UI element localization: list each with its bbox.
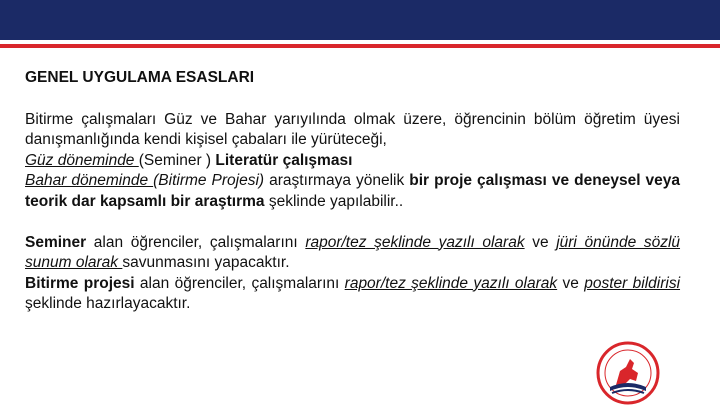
paragraph-general	[25, 110, 680, 213]
seminar-and: ve	[524, 233, 557, 251]
seminar-text: alan öğrenciler, çalışmalarını	[86, 233, 306, 251]
intro-text: Bitirme çalışmaları Güz ve Bahar yarıyılında olmak üzere, öğrencinin bölüm öğretim üyesi danışmanlığında kendi kişisel çabaları ile yürüteceği,	[25, 110, 680, 149]
project-report-format: rapor/tez şeklinde yazılı olarak	[344, 274, 558, 292]
paragraph-delivery	[25, 233, 680, 315]
project-end: şeklinde hazırlayacaktır.	[25, 295, 191, 313]
spring-term-end: şeklinde yapılabilir..	[264, 192, 404, 210]
fall-term-course: (Seminer )	[138, 151, 216, 169]
project-label: Bitirme projesi	[25, 274, 135, 292]
paragraph-gap	[25, 213, 680, 233]
fall-term-label: Güz döneminde	[25, 151, 139, 169]
seminar-end: savunmasını yapacaktır.	[122, 254, 290, 272]
seminar-oral-format: jüri önünde sözlü sunum olarak	[25, 233, 681, 272]
slide-content	[25, 68, 680, 315]
seminar-label: Seminer	[25, 233, 87, 251]
spring-term-course: (Bitirme Projesi)	[153, 172, 265, 190]
slide-title: GENEL UYGULAMA ESASLARI	[25, 69, 255, 86]
seminar-report-format: rapor/tez şeklinde yazılı olarak	[305, 233, 525, 251]
header-bar	[0, 0, 720, 40]
project-poster-format: poster bildirisi	[584, 274, 681, 292]
project-and: ve	[557, 274, 585, 292]
spring-term-task: bir proje çalışması ve deneysel veya teorik dar kapsamlı bir araştırma	[25, 172, 681, 210]
spring-term-label: Bahar döneminde	[25, 172, 154, 190]
header-accent-line	[0, 44, 720, 48]
fall-term-task: Literatür çalışması	[215, 151, 353, 169]
project-text: alan öğrenciler, çalışmalarını	[134, 274, 345, 292]
spring-term-text: araştırmaya yönelik	[264, 172, 410, 190]
university-logo-icon	[596, 341, 660, 405]
